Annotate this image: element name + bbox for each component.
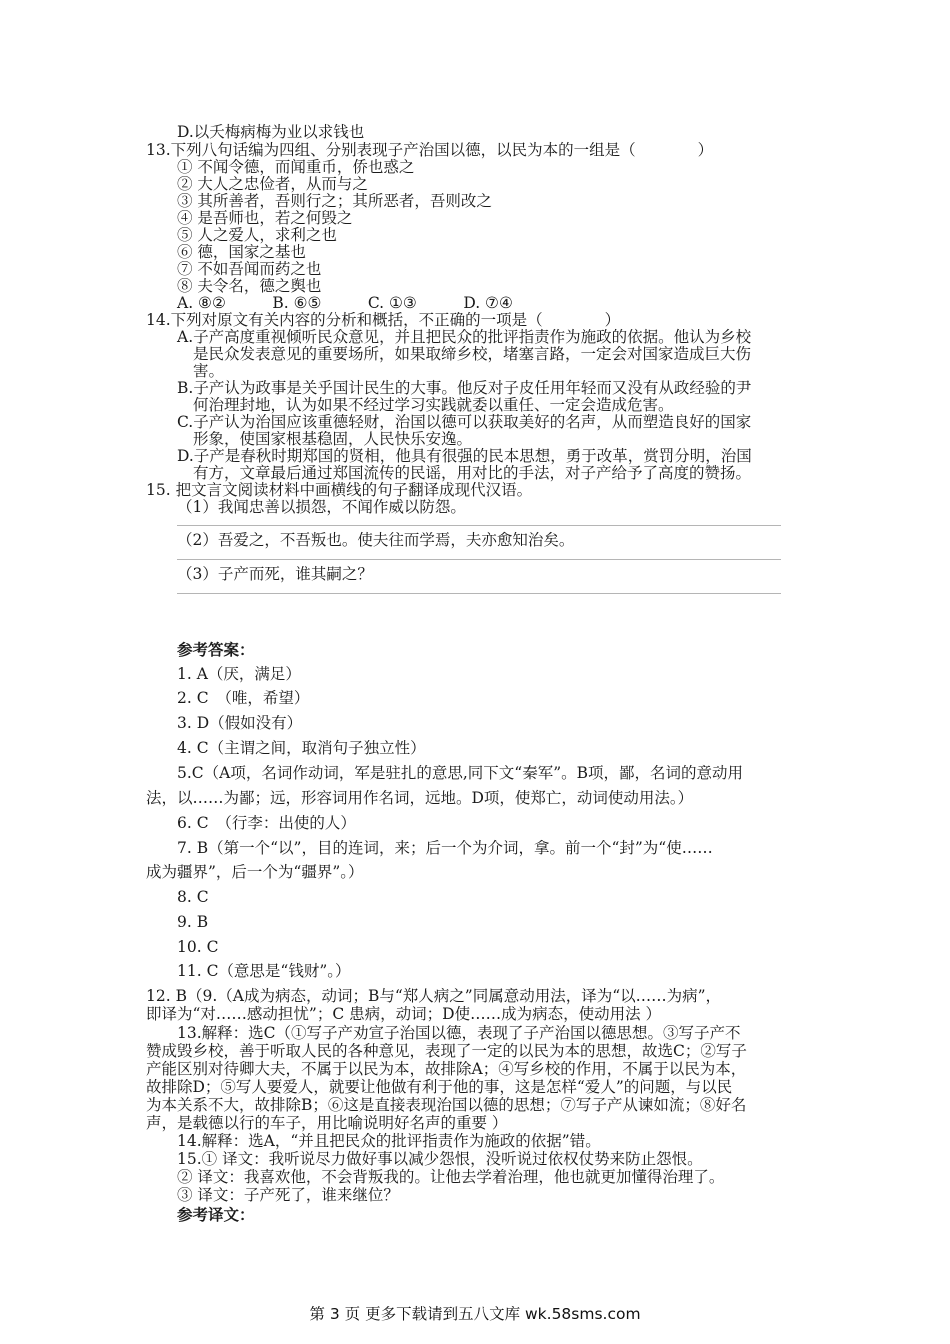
q13-item: ③ 其所善者，吾则行之；其所恶者，吾则改之 (177, 192, 492, 210)
answer-line: 9. B (177, 913, 209, 931)
q14-option-line: C.子产认为治国应该重德轻财，治国以德可以获取美好的名声，从而塑造良好的国家 (177, 413, 752, 431)
answer-line: 法，以……为鄙；远，形容词用作名词，远地。D项，使郑亡，动词使动用法。） (146, 789, 694, 807)
q13-item: ⑦ 不如吾闻而药之也 (177, 260, 322, 278)
q12-option-d: D.以夭梅病梅为业以求钱也 (177, 123, 365, 141)
answer-line: 7. B（第一个“以”，目的连词，来；后一个为介词，拿。前一个“封”为“使…… (177, 839, 713, 857)
translation-heading: 参考译文： (177, 1205, 255, 1224)
q14-option-line: 形象，使国家根基稳固，人民快乐安逸。 (193, 430, 473, 448)
answer-line: 故排除D；⑤写人要爱人，就要让他做有利于他的事，这是怎样“爱人”的问题，与以民 (146, 1078, 733, 1096)
answer-line: 即译为“对……感动担忧”；C 患病，动词；D使……成为病态，使动用法 ） (146, 1005, 661, 1023)
answer-line: 产能区别对待卿大夫，不属于以民为本，故排除A；④写乡校的作用，不属于以民为本， (146, 1060, 747, 1078)
answer-line: 成为疆界”，后一个为“疆界”。） (146, 863, 364, 881)
answer-line: 13.解释：选C（①写子产劝宣子治国以德，表现了子产治国以德思想。③写子产不 (177, 1024, 741, 1042)
answer-line: 15.① 译文：我听说尽力做好事以减少怨恨，没听说过依权仗势来防止怨恨。 (177, 1150, 703, 1168)
q13-item: ⑥ 德，国家之基也 (177, 243, 306, 261)
answer-line: 4. C（主谓之间，取消句子独立性） (177, 739, 426, 757)
answer-line: 1. A（厌，满足） (177, 665, 301, 683)
q13-item: ⑧ 夫令名，德之舆也 (177, 277, 322, 295)
answers-heading: 参考答案： (177, 640, 255, 659)
answer-line: ③ 译文：子产死了，谁来继位？ (177, 1186, 399, 1204)
q14-option-line: D.子产是春秋时期郑国的贤相，他具有很强的民本思想，勇于改革，赏罚分明，治国 (177, 447, 752, 465)
answer-line: 为本关系不大，故排除B；⑥这是直接表现治国以德的思想；⑦写子产从谏如流；⑧好名 (146, 1096, 747, 1114)
q13-stem: 13.下列八句话编为四组、分别表现子产治国以德，以民为本的一组是（ ） (146, 141, 714, 159)
q15-item: （3）子产而死，谁其嗣之？ (177, 565, 373, 583)
answer-blank-line (177, 559, 781, 560)
answer-blank-line (177, 593, 781, 594)
answer-blank-line (177, 525, 781, 526)
q13-item: ① 不闻令德，而闻重币，侨也惑之 (177, 158, 415, 176)
answer-line: 5.C（A项，名词作动词，军是驻扎的意思,同下文“秦军”。B项，鄙，名词的意动用 (177, 764, 744, 782)
answer-line: 14.解释：选A，“并且把民众的批评指责作为施政的依据”错。 (177, 1132, 601, 1150)
q13-item: ⑤ 人之爱人，求利之也 (177, 226, 337, 244)
q13-options: A. ⑧② B. ⑥⑤ C. ①③ D. ⑦④ (177, 294, 513, 312)
q14-option-line: 何治理封地，认为如果不经过学习实践就委以重任、一定会造成危害。 (193, 396, 674, 414)
answer-line: ② 译文：我喜欢他，不会背叛我的。让他去学着治理，他也就更加懂得治理了。 (177, 1168, 725, 1186)
q14-stem: 14.下列对原文有关内容的分析和概括，不正确的一项是（ ） (146, 311, 621, 329)
q14-option-line: 害。 (193, 362, 225, 380)
answer-line: 11. C（意思是“钱财”。） (177, 962, 351, 980)
q14-option-line: B.子产认为政事是关乎国计民生的大事。他反对子皮任用年轻而又没有从政经验的尹 (177, 379, 752, 397)
q13-item: ② 大人之忠俭者，从而与之 (177, 175, 368, 193)
answer-line: 10. C (177, 938, 219, 956)
page-footer: 第 3 页 更多下载请到五八文库 wk.58sms.com (309, 1305, 641, 1323)
answer-line: 8. C (177, 888, 209, 906)
q14-option-line: A.子产高度重视倾听民众意见，并且把民众的批评指责作为施政的依据。他认为乡校 (177, 328, 752, 346)
answer-line: 12. B（9.（A成为病态，动词；B与“郑人病之”同属意动用法，译为“以……为病”， (146, 987, 722, 1005)
q14-option-line: 是民众发表意见的重要场所，如果取缔乡校，堵塞言路，一定会对国家造成巨大伤 (193, 345, 752, 363)
answer-line: 赞成毁乡校，善于听取人民的各种意见，表现了一定的以民为本的思想，故选C；②写子 (146, 1042, 747, 1060)
answer-line: 3. D（假如没有） (177, 714, 303, 732)
q15-stem: 15. 把文言文阅读材料中画横线的句子翻译成现代汉语。 (146, 481, 533, 499)
q15-item: （2）吾爱之，不吾叛也。使夫往而学焉，夫亦愈知治矣。 (177, 531, 575, 549)
answer-line: 6. C （行李：出使的人） (177, 814, 356, 832)
q13-item: ④ 是吾师也，若之何毁之 (177, 209, 353, 227)
answer-line: 2. C （唯，希望） (177, 689, 310, 707)
q14-option-line: 有方，文章最后通过郑国流传的民谣，用对比的手法，对子产给予了高度的赞扬。 (193, 464, 752, 482)
q15-item: （1）我闻忠善以损怨，不闻作威以防怨。 (177, 498, 466, 516)
answer-line: 声，是载德以行的车子，用比喻说明好名声的重要 ） (146, 1114, 508, 1132)
